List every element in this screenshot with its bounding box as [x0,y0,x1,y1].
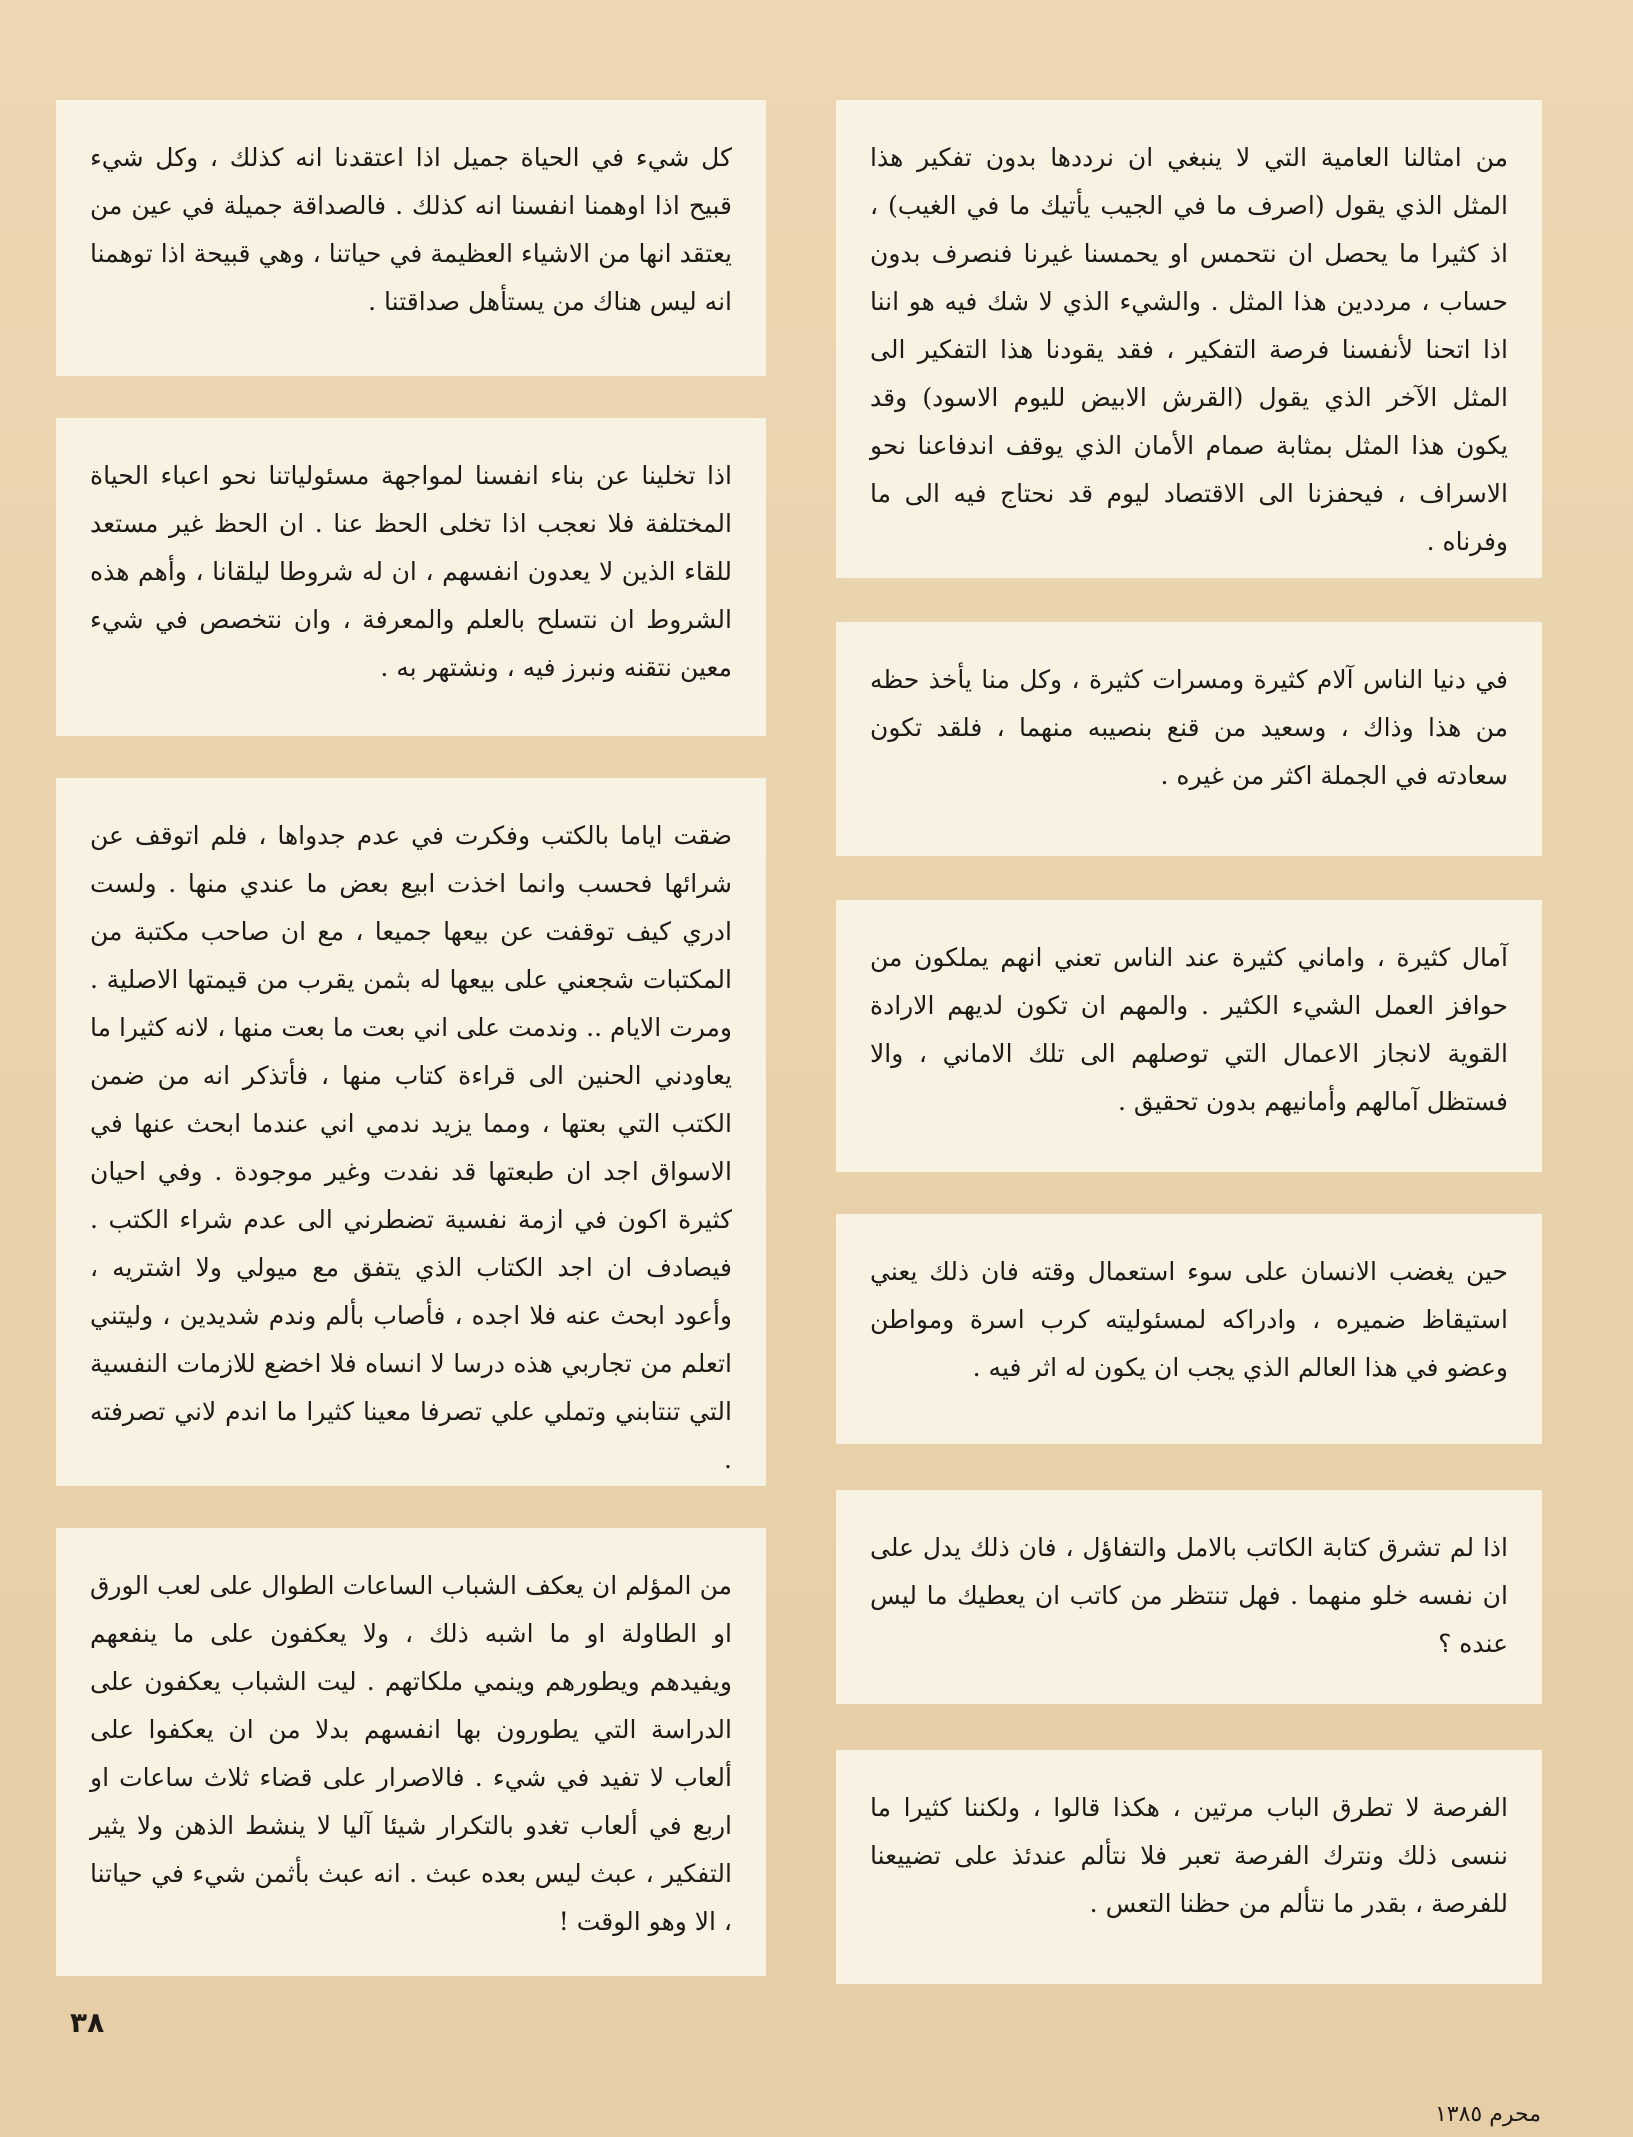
paragraph: كل شيء في الحياة جميل اذا اعتقدنا انه كذلك ، وكل شيء قبيح اذا اوهمنا انفسنا انه كذلك . فالصداقة جميلة في عين من يعتقد انها من الاشياء العظيمة في حياتنا ، وهي قبيحة اذا توهمنا انه ليس هناك من يستأهل صداقتنا . [90,143,732,316]
paragraph: اذا لم تشرق كتابة الكاتب بالامل والتفاؤل ، فان ذلك يدل على ان نفسه خلو منهما . فهل تنتظر من كاتب ان يعطيك ما ليس عنده ؟ [870,1533,1508,1658]
paragraph: في دنيا الناس آلام كثيرة ومسرات كثيرة ، وكل منا يأخذ حظه من هذا وذاك ، وسعيد من قنع بنصيبه منهما ، فلقد تكون سعادته في الجملة اكثر من غيره . [870,665,1508,790]
paragraph: من امثالنا العامية التي لا ينبغي ان نرددها بدون تفكير هذا المثل الذي يقول (اصرف ما في الجيب يأتيك ما في الغيب) ، اذ كثيرا ما يحصل ان نتحمس او يحمسنا غيرنا فنصرف بدون حساب ، مرددين هذا المثل . والشيء الذي لا شك فيه هو اننا اذا اتحنا لأنفسنا فرصة التفكير ، فقد يقودنا هذا التفكير الى المثل الآخر الذي يقول (القرش الابيض لليوم الاسود) وقد يكون هذا المثل بمثابة صمام الأمان الذي يوقف اندفاعنا نحو الاسراف ، فيحفزنا الى الاقتصاد ليوم قد نحتاج فيه الى ما وفرناه . [870,143,1508,556]
text-box [56,418,766,736]
page-number: ٣٨ [70,2006,105,2039]
paragraph: آمال كثيرة ، واماني كثيرة عند الناس تعني انهم يملكون من حوافز العمل الشيء الكثير . والمهم ان تكون لديهم الارادة القوية لانجاز الاعمال التي توصلهم الى تلك الاماني ، والا فستظل آمالهم وأمانيهم بدون تحقيق . [870,943,1508,1116]
text-box [836,1750,1542,1984]
text-box [836,100,1542,578]
paragraph: حين يغضب الانسان على سوء استعمال وقته فان ذلك يعني استيقاظ ضميره ، وادراكه لمسئوليته كرب اسرة ومواطن وعضو في هذا العالم الذي يجب ان يكون له اثر فيه . [870,1257,1508,1382]
paragraph: من المؤلم ان يعكف الشباب الساعات الطوال على لعب الورق او الطاولة او ما اشبه ذلك ، ولا يعكفون على ما ينفعهم ويفيدهم ويطورهم وينمي ملكاتهم . ليت الشباب يعكفون على الدراسة التي يطورون بها انفسهم بدلا من ان يعكفوا على ألعاب لا تفيد في شيء . فالاصرار على قضاء ثلاث ساعات او اربع في ألعاب تغدو بالتكرار شيئا آليا لا ينشط الذهن ولا يثير التفكير ، عبث ليس بعده عبث . انه عبث بأثمن شيء في حياتنا ، الا وهو الوقت ! [90,1571,732,1936]
paragraph: اذا تخلينا عن بناء انفسنا لمواجهة مسئولياتنا نحو اعباء الحياة المختلفة فلا نعجب اذا تخلى الحظ عنا . ان الحظ غير مستعد للقاء الذين لا يعدون انفسهم ، ان له شروطا ليلقانا ، وأهم هذه الشروط ان نتسلح بالعلم والمعرفة ، وان نتخصص في شيء معين نتقنه ونبرز فيه ، ونشتهر به . [90,461,732,682]
text-box [836,900,1542,1172]
paragraph: ضقت اياما بالكتب وفكرت في عدم جدواها ، فلم اتوقف عن شرائها فحسب وانما اخذت ابيع بعض ما عندي منها . ولست ادري كيف توقفت عن بيعها جميعا ، مع ان صاحب مكتبة من المكتبات شجعني على بيعها له بثمن يقرب من قيمتها الاصلية . ومرت الايام .. وندمت على اني بعت ما بعت منها ، لانه كثيرا ما يعاودني الحنين الى قراءة كتاب منها ، فأتذكر انه من ضمن الكتب التي بعتها ، ومما يزيد ندمي اني عندما ابحث عنها في الاسواق اجد ان طبعتها قد نفدت وغير موجودة . وفي احيان كثيرة اكون في ازمة نفسية تضطرني الى عدم شراء الكتب . فيصادف ان اجد الكتاب الذي يتفق مع ميولي ولا اشتريه ، وأعود ابحث عنه فلا اجده ، فأصاب بألم وندم شديدين ، وليتني اتعلم من تجاربي هذه درسا لا انساه فلا اخضع للازمات النفسية التي تنتابني وتملي علي تصرفا معينا كثيرا ما اندم لاني تصرفته . [90,821,733,1474]
text-box [56,1528,766,1976]
text-box [56,100,766,376]
paragraph: الفرصة لا تطرق الباب مرتين ، هكذا قالوا ، ولكننا كثيرا ما ننسى ذلك ونترك الفرصة تعبر فلا نتألم عندئذ على تضييعنا للفرصة ، بقدر ما نتألم من حظنا التعس . [870,1793,1508,1918]
text-box [836,622,1542,856]
text-box [56,778,766,1486]
text-box [836,1214,1542,1444]
text-box [836,1490,1542,1704]
issue-date: محرم ١٣٨٥ [1434,2102,1541,2127]
